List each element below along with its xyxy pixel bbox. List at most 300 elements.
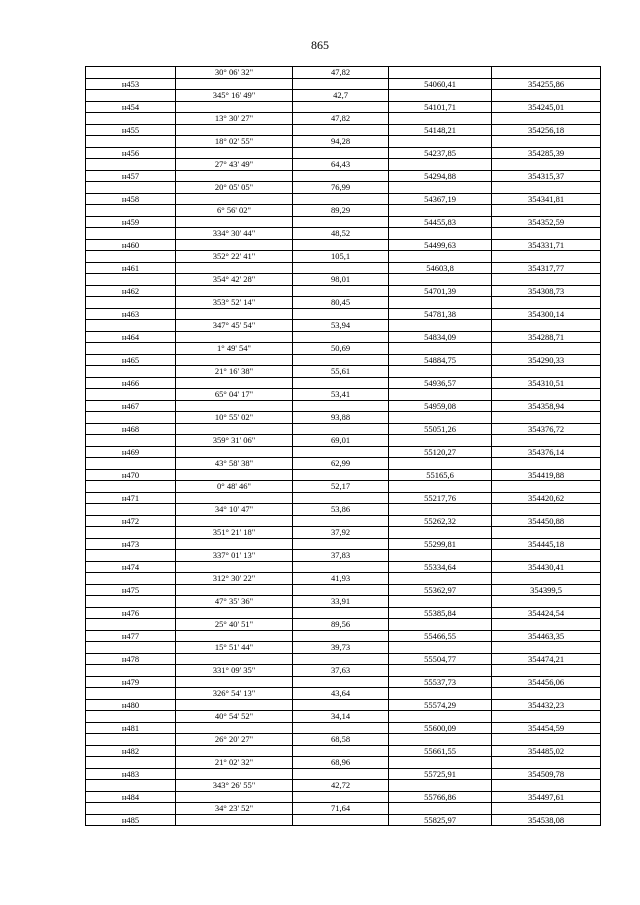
table-row <box>86 366 601 378</box>
direction-angle-cell: 354° 42' 28" <box>176 274 293 286</box>
table-row <box>86 331 601 343</box>
point-cell <box>86 366 176 378</box>
length-cell <box>293 561 389 573</box>
table-row <box>86 193 601 205</box>
direction-angle-cell <box>176 331 293 343</box>
page-number: 865 <box>311 38 329 52</box>
direction-angle-cell: 25° 40' 51" <box>176 619 293 631</box>
length-cell <box>293 607 389 619</box>
x-coordinate-cell: 55766,86 <box>389 791 492 803</box>
direction-angle-cell: 40° 54' 52" <box>176 711 293 723</box>
table-row <box>86 435 601 447</box>
point-cell: н474 <box>86 561 176 573</box>
table-row <box>86 446 601 458</box>
direction-angle-cell <box>176 722 293 734</box>
table-row <box>86 274 601 286</box>
x-coordinate-cell: 55362,97 <box>389 584 492 596</box>
y-coordinate-cell: 354376,72 <box>492 423 601 435</box>
point-cell <box>86 205 176 217</box>
length-cell: 68,96 <box>293 757 389 769</box>
length-cell: 43,64 <box>293 688 389 700</box>
direction-angle-cell: 331° 09' 35" <box>176 665 293 677</box>
direction-angle-cell: 34° 23' 52" <box>176 803 293 815</box>
x-coordinate-cell <box>389 159 492 171</box>
table-row <box>86 676 601 688</box>
x-coordinate-cell: 55385,84 <box>389 607 492 619</box>
y-coordinate-cell <box>492 228 601 240</box>
x-coordinate-cell: 55051,26 <box>389 423 492 435</box>
table-row <box>86 573 601 585</box>
table-row <box>86 159 601 171</box>
point-cell <box>86 412 176 424</box>
x-coordinate-cell: 54101,71 <box>389 101 492 113</box>
length-cell <box>293 193 389 205</box>
point-cell <box>86 67 176 79</box>
point-cell: н479 <box>86 676 176 688</box>
table-row <box>86 607 601 619</box>
x-coordinate-cell <box>389 734 492 746</box>
direction-angle-cell <box>176 515 293 527</box>
table-row <box>86 90 601 102</box>
length-cell: 94,28 <box>293 136 389 148</box>
y-coordinate-cell: 354420,62 <box>492 492 601 504</box>
direction-angle-cell <box>176 354 293 366</box>
x-coordinate-cell: 54060,41 <box>389 78 492 90</box>
y-coordinate-cell: 354450,88 <box>492 515 601 527</box>
x-coordinate-cell <box>389 619 492 631</box>
direction-angle-cell: 359° 31' 06" <box>176 435 293 447</box>
x-coordinate-cell: 55574,29 <box>389 699 492 711</box>
point-cell: н461 <box>86 262 176 274</box>
point-cell <box>86 297 176 309</box>
direction-angle-cell <box>176 653 293 665</box>
y-coordinate-cell <box>492 159 601 171</box>
y-coordinate-cell: 354456,06 <box>492 676 601 688</box>
direction-angle-cell <box>176 400 293 412</box>
x-coordinate-cell <box>389 412 492 424</box>
length-cell: 55,61 <box>293 366 389 378</box>
direction-angle-cell <box>176 791 293 803</box>
table-row <box>86 262 601 274</box>
y-coordinate-cell <box>492 389 601 401</box>
point-cell: н455 <box>86 124 176 136</box>
point-cell <box>86 573 176 585</box>
y-coordinate-cell <box>492 205 601 217</box>
table-row <box>86 412 601 424</box>
table-row <box>86 791 601 803</box>
table-row <box>86 377 601 389</box>
point-cell: н466 <box>86 377 176 389</box>
table-row <box>86 780 601 792</box>
point-cell <box>86 665 176 677</box>
point-cell: н460 <box>86 239 176 251</box>
direction-angle-cell: 10° 55' 02" <box>176 412 293 424</box>
point-cell: н465 <box>86 354 176 366</box>
table-row <box>86 423 601 435</box>
length-cell <box>293 768 389 780</box>
x-coordinate-cell <box>389 182 492 194</box>
point-cell <box>86 803 176 815</box>
point-cell <box>86 136 176 148</box>
length-cell: 33,91 <box>293 596 389 608</box>
direction-angle-cell: 26° 20' 27" <box>176 734 293 746</box>
y-coordinate-cell: 354485,02 <box>492 745 601 757</box>
y-coordinate-cell: 354245,01 <box>492 101 601 113</box>
table-row <box>86 711 601 723</box>
y-coordinate-cell <box>492 642 601 654</box>
x-coordinate-cell <box>389 366 492 378</box>
length-cell: 37,83 <box>293 550 389 562</box>
x-coordinate-cell <box>389 136 492 148</box>
point-cell <box>86 228 176 240</box>
y-coordinate-cell: 354419,88 <box>492 469 601 481</box>
y-coordinate-cell <box>492 504 601 516</box>
x-coordinate-cell: 54603,8 <box>389 262 492 274</box>
x-coordinate-cell: 54884,75 <box>389 354 492 366</box>
direction-angle-cell: 352° 22' 41" <box>176 251 293 263</box>
point-cell <box>86 688 176 700</box>
direction-angle-cell: 345° 16' 49" <box>176 90 293 102</box>
y-coordinate-cell: 354308,73 <box>492 285 601 297</box>
length-cell <box>293 308 389 320</box>
x-coordinate-cell <box>389 297 492 309</box>
y-coordinate-cell: 354285,39 <box>492 147 601 159</box>
direction-angle-cell <box>176 262 293 274</box>
y-coordinate-cell <box>492 481 601 493</box>
length-cell: 62,99 <box>293 458 389 470</box>
length-cell: 48,52 <box>293 228 389 240</box>
length-cell <box>293 331 389 343</box>
direction-angle-cell <box>176 193 293 205</box>
y-coordinate-cell <box>492 297 601 309</box>
x-coordinate-cell <box>389 711 492 723</box>
direction-angle-cell: 43° 58' 38" <box>176 458 293 470</box>
x-coordinate-cell <box>389 688 492 700</box>
direction-angle-cell <box>176 78 293 90</box>
table-row <box>86 251 601 263</box>
x-coordinate-cell <box>389 504 492 516</box>
x-coordinate-cell: 55165,6 <box>389 469 492 481</box>
x-coordinate-cell <box>389 274 492 286</box>
point-cell: н481 <box>86 722 176 734</box>
point-cell <box>86 320 176 332</box>
direction-angle-cell <box>176 285 293 297</box>
y-coordinate-cell: 354341,81 <box>492 193 601 205</box>
table-row <box>86 320 601 332</box>
direction-angle-cell: 312° 30' 22" <box>176 573 293 585</box>
direction-angle-cell: 13° 30' 27" <box>176 113 293 125</box>
x-coordinate-cell: 55504,77 <box>389 653 492 665</box>
y-coordinate-cell: 354424,54 <box>492 607 601 619</box>
direction-angle-cell: 18° 02' 55" <box>176 136 293 148</box>
y-coordinate-cell <box>492 67 601 79</box>
point-cell: н483 <box>86 768 176 780</box>
table-row <box>86 297 601 309</box>
point-cell <box>86 90 176 102</box>
length-cell: 53,41 <box>293 389 389 401</box>
table-row <box>86 699 601 711</box>
length-cell <box>293 423 389 435</box>
y-coordinate-cell <box>492 366 601 378</box>
table-row <box>86 803 601 815</box>
table-row <box>86 688 601 700</box>
direction-angle-cell <box>176 492 293 504</box>
table-row <box>86 538 601 550</box>
point-cell: н456 <box>86 147 176 159</box>
x-coordinate-cell: 54834,09 <box>389 331 492 343</box>
y-coordinate-cell <box>492 734 601 746</box>
direction-angle-cell <box>176 676 293 688</box>
point-cell <box>86 182 176 194</box>
x-coordinate-cell <box>389 320 492 332</box>
x-coordinate-cell <box>389 67 492 79</box>
direction-angle-cell: 326° 54' 13" <box>176 688 293 700</box>
table-row <box>86 354 601 366</box>
length-cell: 53,94 <box>293 320 389 332</box>
length-cell <box>293 538 389 550</box>
y-coordinate-cell <box>492 688 601 700</box>
length-cell: 42,7 <box>293 90 389 102</box>
x-coordinate-cell <box>389 780 492 792</box>
y-coordinate-cell <box>492 550 601 562</box>
x-coordinate-cell <box>389 228 492 240</box>
length-cell: 39,73 <box>293 642 389 654</box>
length-cell <box>293 216 389 228</box>
length-cell: 98,01 <box>293 274 389 286</box>
x-coordinate-cell <box>389 757 492 769</box>
point-cell <box>86 389 176 401</box>
table-row <box>86 722 601 734</box>
table-row <box>86 768 601 780</box>
direction-angle-cell <box>176 561 293 573</box>
table-row <box>86 78 601 90</box>
direction-angle-cell: 20° 05' 05" <box>176 182 293 194</box>
x-coordinate-cell: 54701,39 <box>389 285 492 297</box>
direction-angle-cell: 6° 56' 02" <box>176 205 293 217</box>
x-coordinate-cell: 54294,88 <box>389 170 492 182</box>
point-cell <box>86 343 176 355</box>
length-cell <box>293 584 389 596</box>
y-coordinate-cell <box>492 435 601 447</box>
y-coordinate-cell <box>492 665 601 677</box>
x-coordinate-cell: 54499,63 <box>389 239 492 251</box>
y-coordinate-cell <box>492 136 601 148</box>
point-cell <box>86 458 176 470</box>
direction-angle-cell <box>176 630 293 642</box>
table-row <box>86 205 601 217</box>
direction-angle-cell <box>176 745 293 757</box>
direction-angle-cell <box>176 377 293 389</box>
point-cell: н477 <box>86 630 176 642</box>
direction-angle-cell: 1° 49' 54" <box>176 343 293 355</box>
length-cell: 47,82 <box>293 113 389 125</box>
x-coordinate-cell: 54455,83 <box>389 216 492 228</box>
x-coordinate-cell: 55299,81 <box>389 538 492 550</box>
point-cell: н480 <box>86 699 176 711</box>
x-coordinate-cell: 55600,09 <box>389 722 492 734</box>
direction-angle-cell: 65° 04' 17" <box>176 389 293 401</box>
length-cell <box>293 515 389 527</box>
y-coordinate-cell: 354463,35 <box>492 630 601 642</box>
direction-angle-cell <box>176 423 293 435</box>
length-cell: 42,72 <box>293 780 389 792</box>
direction-angle-cell <box>176 239 293 251</box>
point-cell: н467 <box>86 400 176 412</box>
table-row <box>86 458 601 470</box>
length-cell: 37,63 <box>293 665 389 677</box>
length-cell: 47,82 <box>293 67 389 79</box>
length-cell <box>293 147 389 159</box>
length-cell <box>293 239 389 251</box>
direction-angle-cell: 353° 52' 14" <box>176 297 293 309</box>
y-coordinate-cell: 354454,59 <box>492 722 601 734</box>
length-cell: 71,64 <box>293 803 389 815</box>
table-row <box>86 619 601 631</box>
x-coordinate-cell: 55725,91 <box>389 768 492 780</box>
length-cell: 34,14 <box>293 711 389 723</box>
x-coordinate-cell <box>389 205 492 217</box>
x-coordinate-cell <box>389 458 492 470</box>
direction-angle-cell: 27° 43' 49" <box>176 159 293 171</box>
length-cell: 89,56 <box>293 619 389 631</box>
y-coordinate-cell: 354317,77 <box>492 262 601 274</box>
direction-angle-cell <box>176 814 293 826</box>
length-cell <box>293 170 389 182</box>
direction-angle-cell: 21° 16' 38" <box>176 366 293 378</box>
y-coordinate-cell: 354331,71 <box>492 239 601 251</box>
x-coordinate-cell: 54781,38 <box>389 308 492 320</box>
point-cell: н457 <box>86 170 176 182</box>
length-cell: 76,99 <box>293 182 389 194</box>
direction-angle-cell <box>176 124 293 136</box>
length-cell: 80,45 <box>293 297 389 309</box>
length-cell <box>293 676 389 688</box>
length-cell <box>293 354 389 366</box>
y-coordinate-cell <box>492 90 601 102</box>
point-cell: н476 <box>86 607 176 619</box>
direction-angle-cell: 21° 02' 32" <box>176 757 293 769</box>
y-coordinate-cell <box>492 573 601 585</box>
point-cell <box>86 711 176 723</box>
length-cell <box>293 492 389 504</box>
y-coordinate-cell <box>492 803 601 815</box>
x-coordinate-cell: 55661,55 <box>389 745 492 757</box>
table-row <box>86 515 601 527</box>
direction-angle-cell <box>176 308 293 320</box>
point-cell <box>86 550 176 562</box>
table-row <box>86 745 601 757</box>
direction-angle-cell: 351° 21' 18" <box>176 527 293 539</box>
y-coordinate-cell: 354432,23 <box>492 699 601 711</box>
table-row <box>86 481 601 493</box>
direction-angle-cell: 47° 35' 36" <box>176 596 293 608</box>
table-row <box>86 527 601 539</box>
x-coordinate-cell: 54148,21 <box>389 124 492 136</box>
y-coordinate-cell: 354474,21 <box>492 653 601 665</box>
x-coordinate-cell: 54237,85 <box>389 147 492 159</box>
direction-angle-cell <box>176 170 293 182</box>
y-coordinate-cell <box>492 619 601 631</box>
point-cell <box>86 780 176 792</box>
point-cell <box>86 159 176 171</box>
y-coordinate-cell: 354352,59 <box>492 216 601 228</box>
x-coordinate-cell <box>389 665 492 677</box>
point-cell: н473 <box>86 538 176 550</box>
length-cell <box>293 262 389 274</box>
y-coordinate-cell: 354509,78 <box>492 768 601 780</box>
x-coordinate-cell: 54936,57 <box>389 377 492 389</box>
x-coordinate-cell <box>389 251 492 263</box>
x-coordinate-cell <box>389 642 492 654</box>
table-row <box>86 389 601 401</box>
length-cell: 68,58 <box>293 734 389 746</box>
y-coordinate-cell: 354497,61 <box>492 791 601 803</box>
y-coordinate-cell: 354358,94 <box>492 400 601 412</box>
x-coordinate-cell <box>389 435 492 447</box>
y-coordinate-cell <box>492 780 601 792</box>
direction-angle-cell <box>176 147 293 159</box>
direction-angle-cell <box>176 446 293 458</box>
x-coordinate-cell: 54959,08 <box>389 400 492 412</box>
direction-angle-cell <box>176 768 293 780</box>
x-coordinate-cell <box>389 596 492 608</box>
direction-angle-cell: 347° 45' 54" <box>176 320 293 332</box>
length-cell <box>293 699 389 711</box>
x-coordinate-cell <box>389 527 492 539</box>
table-row <box>86 630 601 642</box>
point-cell <box>86 504 176 516</box>
y-coordinate-cell: 354399,5 <box>492 584 601 596</box>
length-cell: 89,29 <box>293 205 389 217</box>
table-row <box>86 147 601 159</box>
table-row <box>86 814 601 826</box>
length-cell: 37,92 <box>293 527 389 539</box>
direction-angle-cell <box>176 216 293 228</box>
length-cell: 41,93 <box>293 573 389 585</box>
x-coordinate-cell <box>389 550 492 562</box>
length-cell <box>293 377 389 389</box>
y-coordinate-cell: 354255,86 <box>492 78 601 90</box>
y-coordinate-cell <box>492 343 601 355</box>
y-coordinate-cell <box>492 458 601 470</box>
table-row <box>86 170 601 182</box>
direction-angle-cell <box>176 584 293 596</box>
y-coordinate-cell <box>492 274 601 286</box>
point-cell: н470 <box>86 469 176 481</box>
table-row <box>86 550 601 562</box>
length-cell: 52,17 <box>293 481 389 493</box>
y-coordinate-cell <box>492 251 601 263</box>
y-coordinate-cell <box>492 596 601 608</box>
direction-angle-cell <box>176 101 293 113</box>
direction-angle-cell: 15° 51' 44" <box>176 642 293 654</box>
point-cell <box>86 435 176 447</box>
point-cell: н471 <box>86 492 176 504</box>
x-coordinate-cell: 55217,76 <box>389 492 492 504</box>
length-cell <box>293 653 389 665</box>
direction-angle-cell: 337° 01' 13" <box>176 550 293 562</box>
y-coordinate-cell: 354300,14 <box>492 308 601 320</box>
point-cell: н453 <box>86 78 176 90</box>
y-coordinate-cell <box>492 711 601 723</box>
length-cell <box>293 101 389 113</box>
y-coordinate-cell: 354290,33 <box>492 354 601 366</box>
y-coordinate-cell <box>492 182 601 194</box>
y-coordinate-cell <box>492 113 601 125</box>
y-coordinate-cell: 354288,71 <box>492 331 601 343</box>
point-cell: н485 <box>86 814 176 826</box>
point-cell <box>86 734 176 746</box>
